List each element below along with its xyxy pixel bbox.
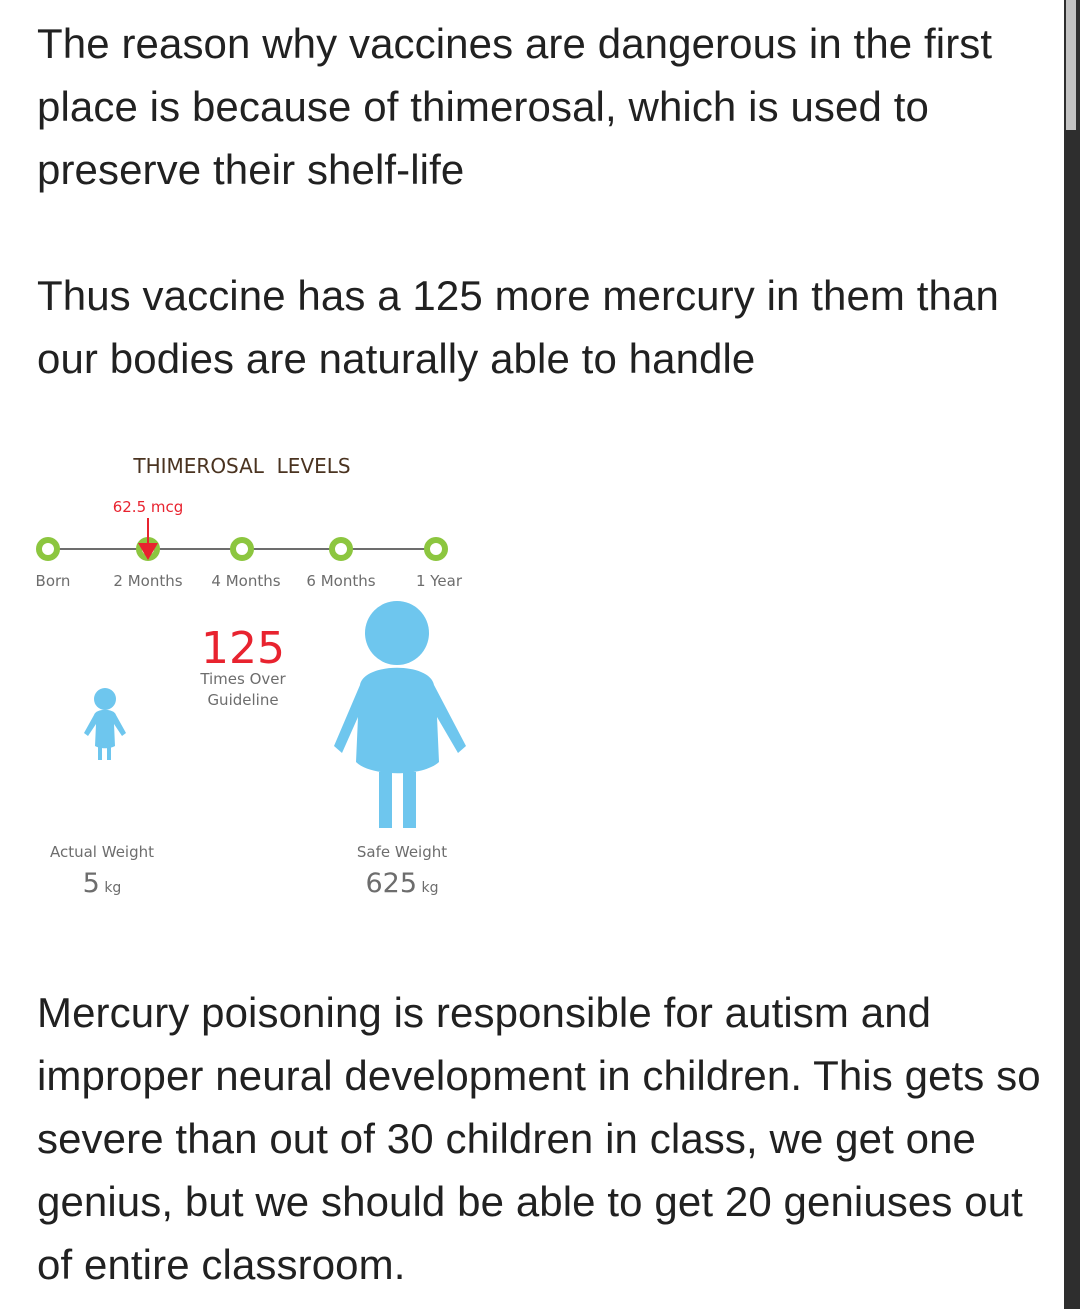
timeline-label-4-months: 4 Months [211,572,281,590]
multiplier-caption-line-1: Times Over [200,670,286,688]
timeline-node-born [39,540,57,558]
multiplier-value: 125 [201,623,285,674]
dose-label: 62.5 mcg [112,498,184,516]
small-child-icon [84,688,126,760]
safe-weight-label: Safe Weight [356,843,448,861]
timeline-node-1-year [427,540,445,558]
post-paragraph-3: Mercury poisoning is responsible for autism and improper neural development in children. This gets so severe than out of 30 children in class, we get one genius, but we should be able to get 20 geniuses out of entire classroom. [37,989,1041,1288]
scrollbar-thumb[interactable] [1066,0,1076,130]
timeline-label-1-year: 1 Year [415,572,463,590]
actual-weight-label: Actual Weight [49,843,155,861]
safe-weight-value: 625 kg [365,868,439,899]
timeline-label-6-months: 6 Months [306,572,376,590]
scrollbar-track[interactable] [1064,0,1080,1309]
timeline-label-2-months: 2 Months [113,572,183,590]
thimerosal-infographic [30,440,490,920]
timeline-label-born: Born [35,572,71,590]
multiplier-caption-line-2: Guideline [207,691,279,709]
timeline [39,518,445,560]
post-paragraph-2: Thus vaccine has a 125 more mercury in them than our bodies are naturally able to handle [37,272,999,382]
actual-weight-value: 5 kg [82,868,122,899]
large-child-icon [334,601,466,828]
infographic-title: THIMEROSAL LEVELS [133,454,351,478]
timeline-node-6-months [332,540,350,558]
post-paragraph-1: The reason why vaccines are dangerous in the first place is because of thimerosal, which is used to preserve their shelf-life [37,20,993,193]
timeline-node-4-months [233,540,251,558]
timeline-labels [36,572,463,590]
